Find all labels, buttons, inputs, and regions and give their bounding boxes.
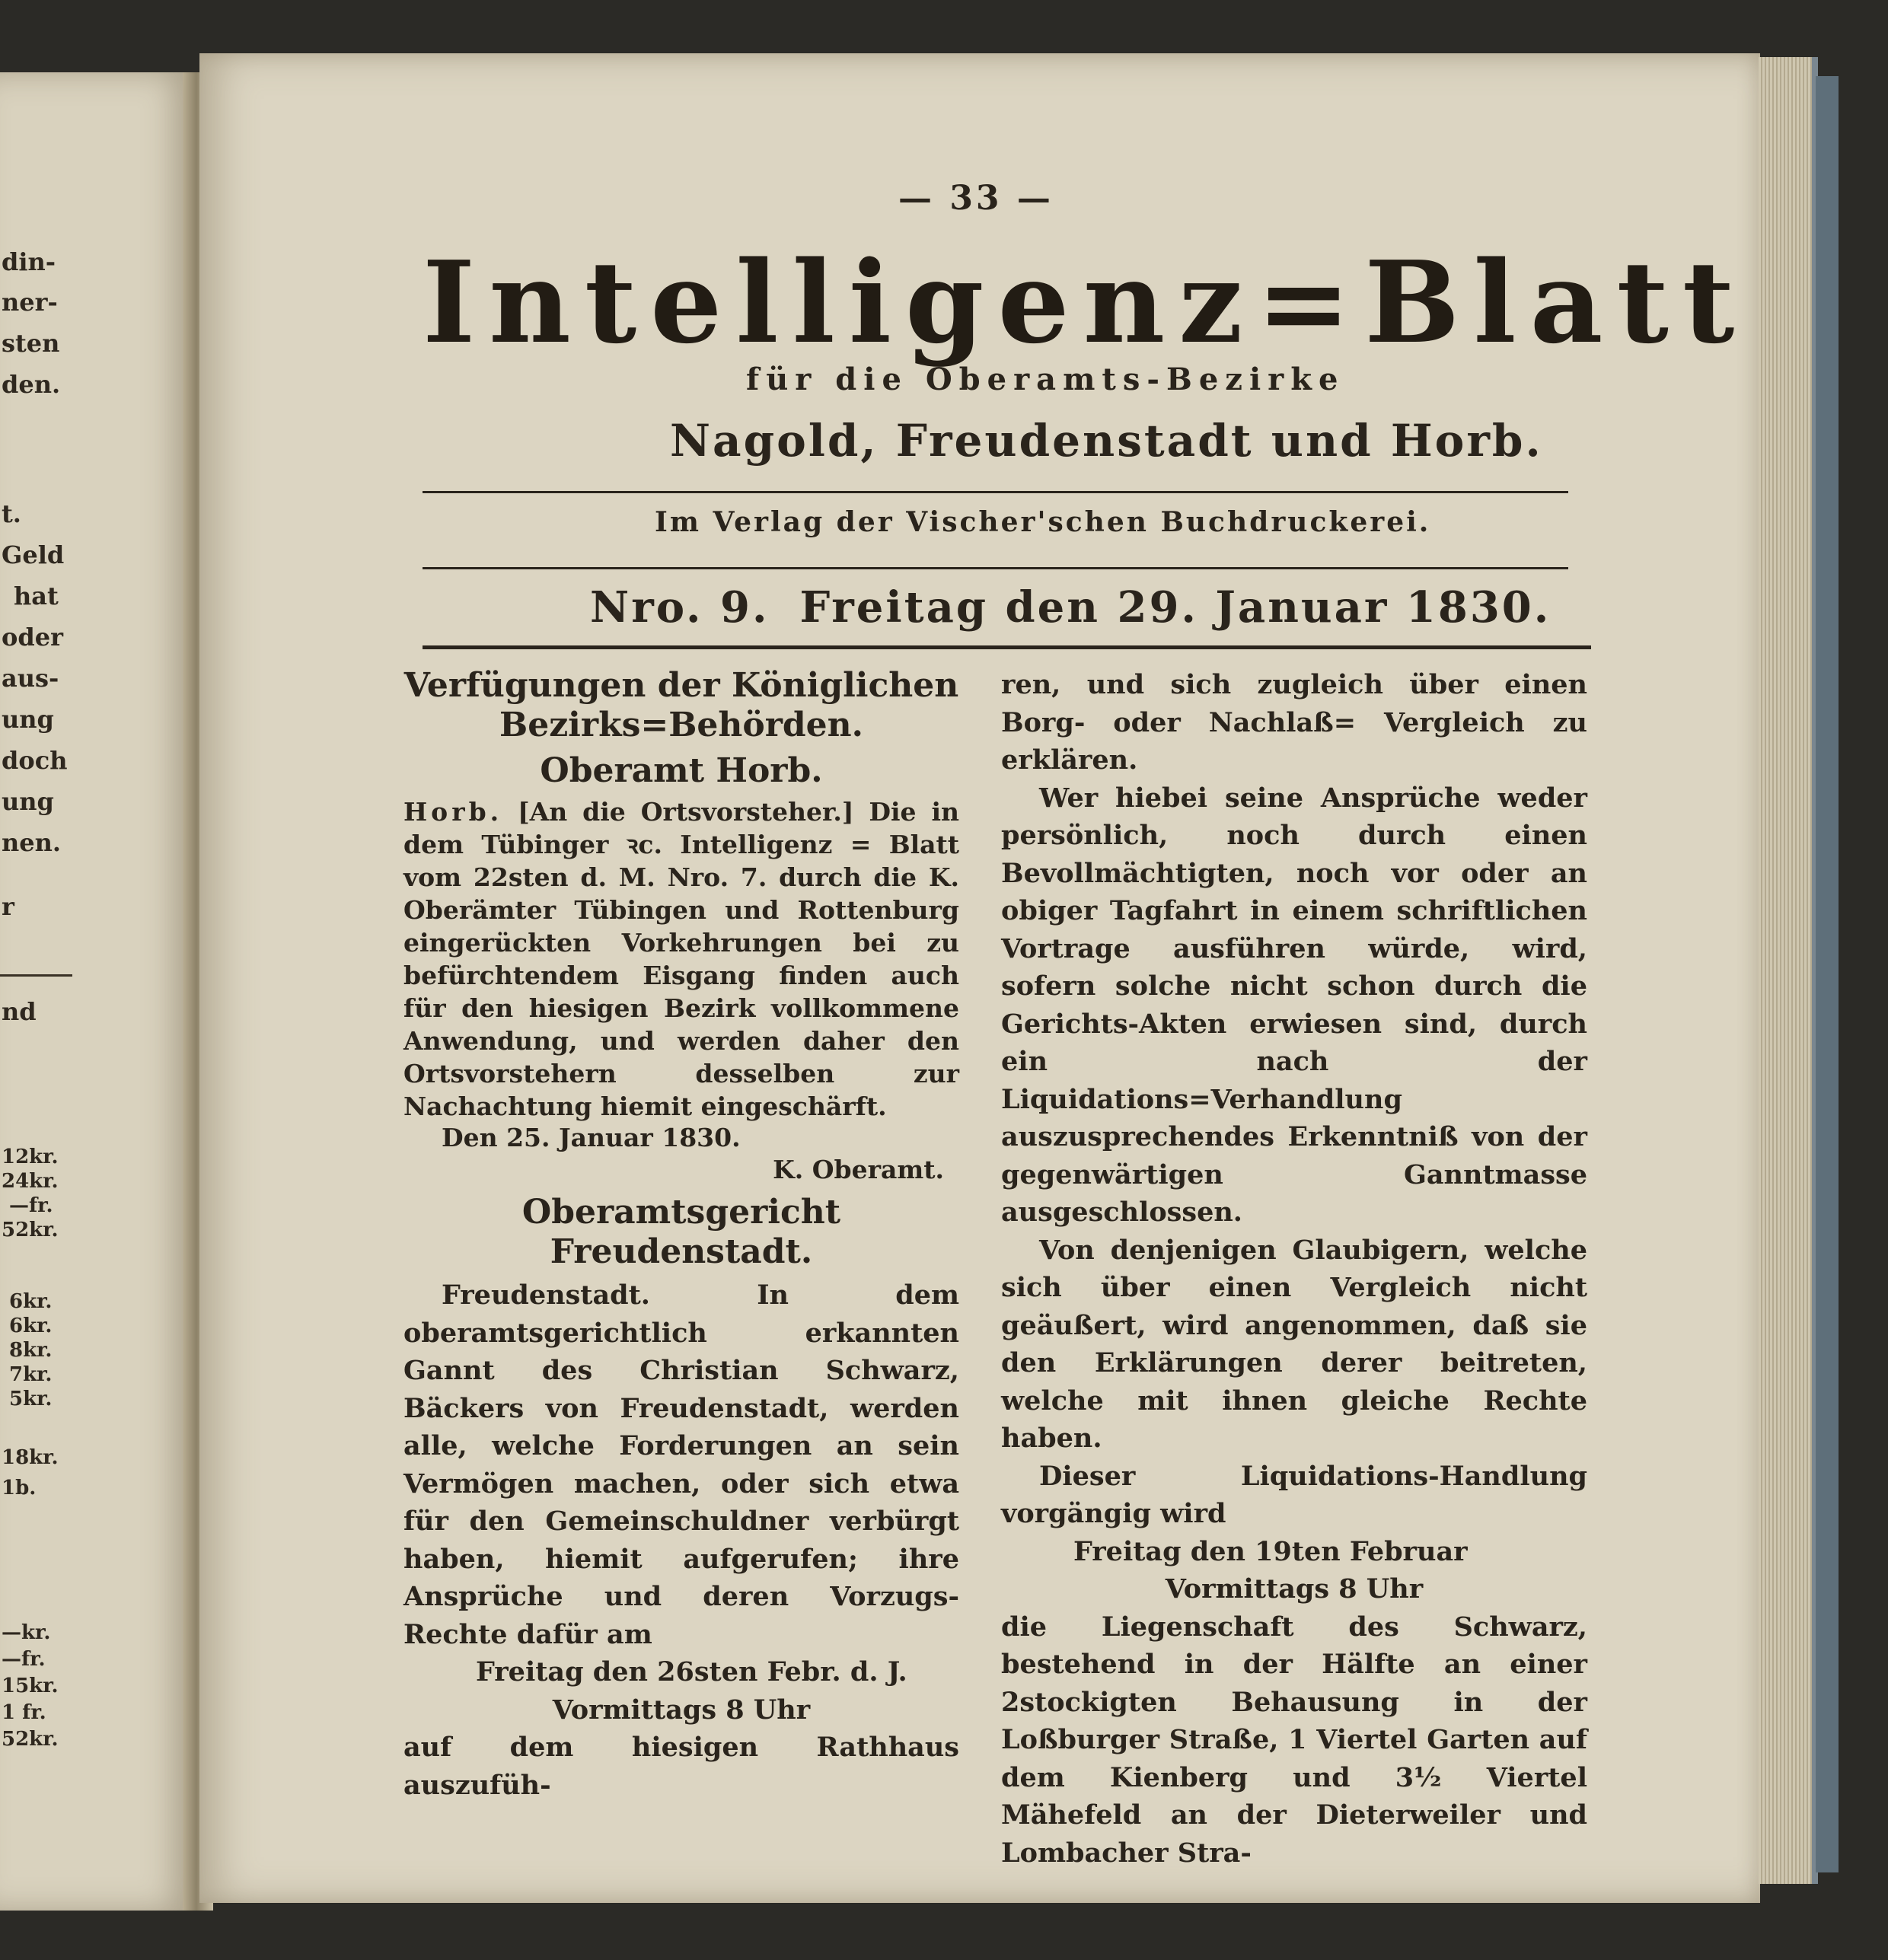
left-fragment: aus-	[2, 664, 59, 693]
left-price: 52kr.	[2, 1219, 59, 1241]
paragraph: ren, und sich zugleich über einen Borg- oder Nachlaß= Vergleich zu erklären.	[1001, 669, 1587, 776]
page-edges	[1759, 57, 1818, 1884]
left-price: 15kr.	[2, 1675, 59, 1697]
left-price: 1b.	[2, 1477, 37, 1499]
left-fragment: nen.	[2, 828, 62, 857]
left-price: 8kr.	[9, 1339, 53, 1362]
left-fragment: oder	[2, 623, 63, 652]
left-divider	[0, 974, 72, 977]
left-fragment: Geld	[2, 540, 65, 569]
left-price: 6kr.	[9, 1290, 53, 1313]
office-heading: Oberamt Horb.	[540, 751, 823, 790]
left-price: —kr.	[2, 1621, 51, 1644]
left-fragment: ung	[2, 787, 54, 816]
left-fragment: t.	[2, 499, 21, 528]
notice	[403, 1276, 959, 1653]
issue-line	[590, 582, 1581, 633]
left-column	[403, 666, 959, 1804]
left-fragment: doch	[2, 746, 68, 775]
paragraph: Wer hiebei seine Ansprüche weder persönlich, noch durch einen Bevollmächtigten, noch vor oder an obiger Tagfahrt in einem schriftlichen Vortrage ausführen würde, wird, sofern solche nicht schon durch die Gerichts-Akten erwiesen sind, durch ein nach der Liquidations=Verhandlung auszusprechendes Erkenntniß von der gegenwärtigen Ganntmasse ausgeschlossen.	[1001, 782, 1587, 1228]
left-price: 12kr.	[2, 1146, 59, 1168]
left-fragment: r	[2, 892, 14, 921]
publisher-line: Im Verlag der Vischer'schen Buchdruckerei.	[655, 506, 1431, 538]
issue-date: Freitag den 29. Januar 1830.	[799, 582, 1552, 633]
office-heading: Oberamtsgericht Freudenstadt.	[521, 1193, 841, 1271]
left-price: 24kr.	[2, 1170, 59, 1193]
left-fragment: din-	[2, 247, 56, 276]
left-fragment: den.	[2, 370, 61, 399]
paragraph: Von denjenigen Glaubigern, welche sich über einen Vergleich nicht geäußert, wird angenommen, daß sie den Erklärungen derer beitreten, welche mit ihnen gleiche Rechte haben.	[1001, 1234, 1587, 1454]
right-column	[1001, 666, 1587, 1872]
paragraph: die Liegenschaft des Schwarz, bestehend in der Hälfte an einer 2stockigten Behausung in der Loßburger Straße, 1 Viertel Garten auf dem Kienberg und 3½ Viertel Mähefeld an der Dieterweiler und Lombacher Stra-	[1001, 1611, 1587, 1869]
notice-time-line: Vormittags 8 Uhr	[552, 1694, 811, 1726]
notice-place: Freudenstadt.	[442, 1280, 650, 1311]
left-fragment: ner-	[2, 288, 58, 317]
left-price: 6kr.	[9, 1315, 53, 1337]
left-fragment: hat	[14, 582, 59, 610]
left-fragment: sten	[2, 329, 60, 358]
left-price: 52kr.	[2, 1728, 59, 1751]
notice-signature: K. Oberamt.	[773, 1155, 944, 1184]
left-price: —fr.	[9, 1194, 53, 1217]
masthead-subtitle: für die Oberamts-Bezirke	[746, 362, 1345, 397]
header-rule	[423, 645, 1591, 649]
paragraph: Dieser Liquidations-Handlung vorgängig wird	[1001, 1460, 1587, 1529]
auction-time-line: Vormittags 8 Uhr	[1165, 1573, 1424, 1605]
masthead-districts: Nagold, Freudenstadt und Horb.	[670, 415, 1543, 467]
notice-tail: auf dem hiesigen Rathhaus auszufüh-	[403, 1732, 959, 1801]
section-title: Verfügungen der Königlichen Bezirks=Behörden.	[403, 666, 959, 744]
left-price: 1 fr.	[2, 1701, 46, 1724]
left-price: 7kr.	[9, 1363, 53, 1386]
notice-text: [An die Ortsvorsteher.] Die in dem Tübinger ꝛc. Intelligenz = Blatt vom 22sten d. M. Nro. 7. durch die K. Oberämter Tübingen und Rottenburg eingerückten Vorkehrungen bei zu befürchtendem Eisgang finden auch für den hiesigen Bezirk vollkommene Anwendung, und werden daher den Ortsvorstehern desselben zur Nachachtung hiemit eingeschärft.	[403, 797, 959, 1121]
notice-date: Den 25. Januar 1830.	[442, 1123, 741, 1152]
book-cover-edge	[1816, 76, 1839, 1872]
header-rule	[423, 491, 1568, 493]
notice-date-line: Freitag den 26sten Febr. d. J.	[476, 1656, 907, 1688]
header-rule	[423, 567, 1568, 569]
masthead-title: Intelligenz=Blatt	[423, 236, 1749, 368]
notice-text: In dem oberamtsgerichtlich erkannten Gannt des Christian Schwarz, Bäckers von Freudenstadt, werden alle, welche Forderungen an sein Vermögen machen, oder sich etwa für den Gemeinschuldner verbürgt haben, hiemit aufgerufen; ihre Ansprüche und deren Vorzugs-Rechte dafür am	[403, 1280, 960, 1650]
notice	[403, 795, 959, 1123]
left-fragment: nd	[2, 997, 37, 1026]
left-price: 5kr.	[9, 1388, 53, 1410]
page-number: — 33 —	[898, 179, 1054, 218]
left-price: —fr.	[2, 1648, 46, 1671]
issue-number: Nro. 9.	[590, 582, 770, 633]
left-price: 18kr.	[2, 1446, 59, 1469]
notice-place: Horb.	[403, 797, 503, 827]
auction-date-line: Freitag den 19ten Februar	[1073, 1535, 1468, 1567]
left-fragment: ung	[2, 705, 54, 734]
